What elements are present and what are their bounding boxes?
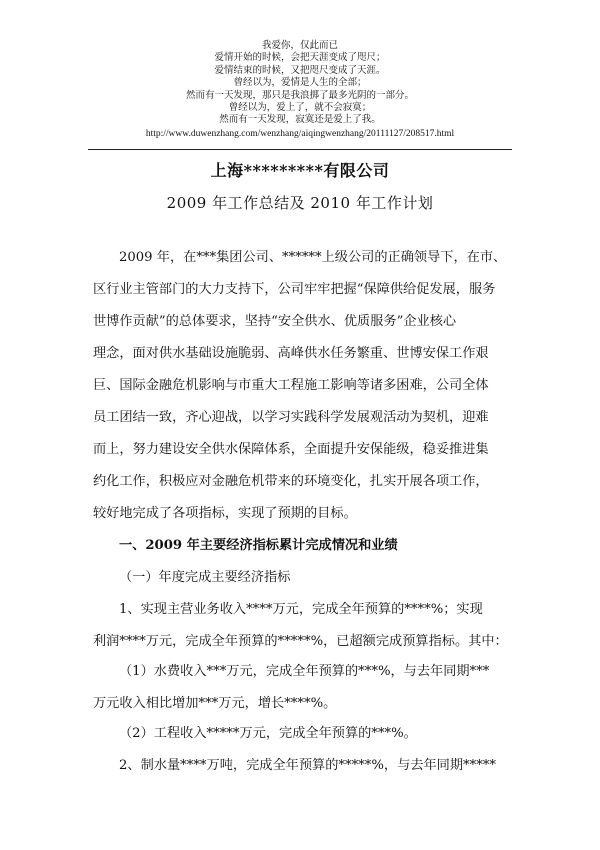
section-heading: 一、2009 年主要经济指标累计完成情况和业绩 (119, 538, 398, 553)
paragraph-line: 区行业主管部门的大力支持下，公司牢牢把握“保障供给促发展，服务 (93, 282, 496, 297)
poem-line: 爱情结束的时候，又把咫尺变成了天涯。 (214, 64, 386, 76)
intro-paragraph (93, 242, 513, 530)
poem-line: 然而有一天发现，那只是我浪掷了最多光阴的一部分。 (185, 89, 414, 101)
paragraph-line: 世博作贡献”的总体要求，坚持“安全供水、优质服务”企业核心 (93, 314, 457, 329)
paragraph-line: （1）水费收入***万元，完成全年预算的***%，与去年同期*** (119, 664, 490, 679)
paragraph-line: 而上，努力建设安全供水保障体系，全面提升安保能级，稳妥推进集 (93, 442, 489, 457)
paragraph-line: 巨、国际金融危机影响与市重大工程施工影响等诸多困难，公司全体 (93, 378, 489, 393)
subsection-heading: （一）年度完成主要经济指标 (119, 570, 291, 585)
poem-line: 我爱你，仅此而已 (261, 40, 338, 51)
item-1-1 (93, 656, 513, 720)
header-poem (0, 40, 600, 140)
paragraph-line: 员工团结一致，齐心迎战，以学习实践科学发展观活动为契机，迎难 (93, 410, 489, 425)
document-title: 2009 年工作总结及 2010 年工作计划 (166, 194, 434, 212)
poem-line: 曾经以为，爱情是人生的全部； (233, 77, 367, 89)
paragraph-line: 2、制水量****万吨，完成全年预算的*****%，与去年同期***** (119, 758, 496, 773)
header-divider (88, 149, 512, 150)
paragraph-line: 较好地完成了各项指标，实现了预期的目标。 (93, 506, 357, 521)
paragraph-line: 2009 年，在***集团公司、******上级公司的正确领导下，在市、 (119, 250, 507, 265)
paragraph-line: 1、实现主营业务收入****万元，完成全年预算的****%；实现 (119, 602, 483, 617)
item-1-2 (93, 718, 513, 750)
paragraph-line: 万元收入相比增加***万元，增长****%。 (93, 696, 337, 711)
poem-line: 曾经以为，爱上了，就不会寂寞； (228, 102, 372, 114)
paragraph-line: 理念，面对供水基础设施脆弱、高峰供水任务繁重、世博安保工作艰 (93, 346, 489, 361)
poem-line: 爱情开始的时候，会把天涯变成了咫尺； (214, 52, 386, 64)
company-name: 上海*********有限公司 (210, 161, 390, 180)
poem-line: 然而有一天发现，寂寞还是爱上了我。 (219, 114, 381, 126)
paragraph-line: 利润****万元，完成全年预算的*****%，已超额完成预算指标。其中： (93, 634, 508, 649)
item-1 (93, 594, 513, 658)
source-url: http://www.duwenzhang.com/wenzhang/aiqingwenzhang/20111127/208517.html (145, 128, 455, 139)
item-2 (93, 750, 513, 782)
paragraph-line: 约化工作，积极应对金融危机带来的环境变化，扎实开展各项工作， (93, 474, 489, 489)
paragraph-line: （2）工程收入*****万元，完成全年预算的***%。 (119, 726, 417, 741)
